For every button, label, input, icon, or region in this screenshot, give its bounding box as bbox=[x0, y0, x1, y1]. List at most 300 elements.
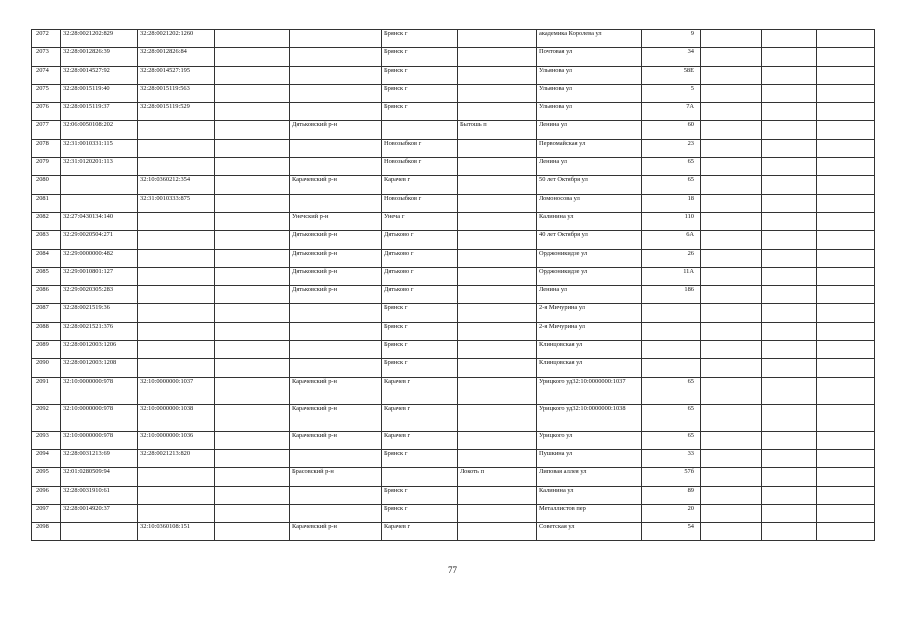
column-11 bbox=[762, 231, 817, 249]
column-12 bbox=[817, 66, 875, 84]
settlement bbox=[458, 377, 537, 404]
district bbox=[290, 449, 382, 467]
settlement bbox=[458, 486, 537, 504]
cadastral-number: 32:29:0000000:482 bbox=[61, 249, 138, 267]
settlement bbox=[458, 84, 537, 102]
table-row bbox=[32, 66, 875, 84]
column-10 bbox=[701, 431, 762, 449]
column-4 bbox=[215, 304, 290, 322]
street: 40 лет Октября ул bbox=[537, 231, 642, 249]
city: Карачев г bbox=[382, 523, 458, 541]
street: Пушкина ул bbox=[537, 449, 642, 467]
column-10 bbox=[701, 212, 762, 230]
street: 50 лет Октября ул bbox=[537, 176, 642, 194]
cadastral-number: 32:29:0010801:127 bbox=[61, 267, 138, 285]
row-number: 2073 bbox=[32, 48, 61, 66]
column-11 bbox=[762, 286, 817, 304]
cadastral-number-2: 32:28:0015119:563 bbox=[138, 84, 215, 102]
table-row bbox=[32, 486, 875, 504]
column-4 bbox=[215, 486, 290, 504]
street: Клинцовская ул bbox=[537, 341, 642, 359]
cadastral-number: 32:29:0020504:271 bbox=[61, 231, 138, 249]
street: Ульянова ул bbox=[537, 103, 642, 121]
house-number: 5 bbox=[642, 84, 701, 102]
column-4 bbox=[215, 176, 290, 194]
column-4 bbox=[215, 30, 290, 48]
cadastral-number: 32:31:0010331:115 bbox=[61, 139, 138, 157]
table-row bbox=[32, 359, 875, 377]
cadastral-number: 32:10:0000000:978 bbox=[61, 431, 138, 449]
house-number: 54 bbox=[642, 523, 701, 541]
column-12 bbox=[817, 286, 875, 304]
row-number: 2090 bbox=[32, 359, 61, 377]
table-row bbox=[32, 468, 875, 486]
column-12 bbox=[817, 84, 875, 102]
row-number: 2076 bbox=[32, 103, 61, 121]
cadastral-number: 32:28:0031910:61 bbox=[61, 486, 138, 504]
cadastral-number: 32:01:0280509:94 bbox=[61, 468, 138, 486]
house-number bbox=[642, 322, 701, 340]
street: Клинцовская ул bbox=[537, 359, 642, 377]
column-11 bbox=[762, 449, 817, 467]
column-4 bbox=[215, 504, 290, 522]
house-number: 33 bbox=[642, 449, 701, 467]
column-12 bbox=[817, 103, 875, 121]
column-10 bbox=[701, 249, 762, 267]
district bbox=[290, 359, 382, 377]
row-number: 2075 bbox=[32, 84, 61, 102]
street: 2-я Мичурина ул bbox=[537, 304, 642, 322]
city: Брянск г bbox=[382, 322, 458, 340]
row-number: 2098 bbox=[32, 523, 61, 541]
table-row bbox=[32, 449, 875, 467]
settlement bbox=[458, 404, 537, 431]
column-11 bbox=[762, 341, 817, 359]
cadastral-number-2: 32:10:0360108:151 bbox=[138, 523, 215, 541]
city: Новозыбков г bbox=[382, 194, 458, 212]
column-12 bbox=[817, 30, 875, 48]
cadastral-number: 32:29:0020305:283 bbox=[61, 286, 138, 304]
column-11 bbox=[762, 377, 817, 404]
column-11 bbox=[762, 504, 817, 522]
city: Унеча г bbox=[382, 212, 458, 230]
column-10 bbox=[701, 359, 762, 377]
row-number: 2087 bbox=[32, 304, 61, 322]
house-number: 89 bbox=[642, 486, 701, 504]
street: Ульянова ул bbox=[537, 66, 642, 84]
cadastral-number-2 bbox=[138, 121, 215, 139]
cadastral-number-2: 32:10:0000000:1037 bbox=[138, 377, 215, 404]
column-11 bbox=[762, 249, 817, 267]
settlement bbox=[458, 176, 537, 194]
house-number: 11А bbox=[642, 267, 701, 285]
column-12 bbox=[817, 267, 875, 285]
district: Брасовский р-н bbox=[290, 468, 382, 486]
cadastral-number: 32:28:0021519:36 bbox=[61, 304, 138, 322]
city: Карачев г bbox=[382, 404, 458, 431]
column-4 bbox=[215, 103, 290, 121]
row-number: 2097 bbox=[32, 504, 61, 522]
street: Урицкого уд32:10:0000000:1037 bbox=[537, 377, 642, 404]
street: 2-я Мичурина ул bbox=[537, 322, 642, 340]
street: Калинина ул bbox=[537, 486, 642, 504]
table-row bbox=[32, 121, 875, 139]
cadastral-number bbox=[61, 523, 138, 541]
settlement bbox=[458, 449, 537, 467]
cadastral-number-2 bbox=[138, 322, 215, 340]
column-10 bbox=[701, 341, 762, 359]
cadastral-number-2: 32:10:0000000:1036 bbox=[138, 431, 215, 449]
cadastral-number-2: 32:28:0012826:84 bbox=[138, 48, 215, 66]
cadastral-number-2 bbox=[138, 212, 215, 230]
house-number: 65 bbox=[642, 377, 701, 404]
row-number: 2088 bbox=[32, 322, 61, 340]
city: Карачев г bbox=[382, 431, 458, 449]
column-11 bbox=[762, 523, 817, 541]
district: Дятьковский р-н bbox=[290, 286, 382, 304]
house-number: 20 bbox=[642, 504, 701, 522]
column-11 bbox=[762, 66, 817, 84]
table-row bbox=[32, 341, 875, 359]
settlement bbox=[458, 341, 537, 359]
city: Брянск г bbox=[382, 504, 458, 522]
column-10 bbox=[701, 322, 762, 340]
column-4 bbox=[215, 449, 290, 467]
cadastral-number: 32:06:0050108:202 bbox=[61, 121, 138, 139]
street: Урицкого ул bbox=[537, 431, 642, 449]
column-4 bbox=[215, 359, 290, 377]
cadastral-number: 32:28:0021521:376 bbox=[61, 322, 138, 340]
house-number bbox=[642, 304, 701, 322]
district bbox=[290, 304, 382, 322]
street: Орджоникидзе ул bbox=[537, 267, 642, 285]
city: Карачев г bbox=[382, 377, 458, 404]
row-number: 2092 bbox=[32, 404, 61, 431]
row-number: 2094 bbox=[32, 449, 61, 467]
row-number: 2084 bbox=[32, 249, 61, 267]
row-number: 2079 bbox=[32, 158, 61, 176]
column-10 bbox=[701, 30, 762, 48]
column-11 bbox=[762, 359, 817, 377]
row-number: 2083 bbox=[32, 231, 61, 249]
district: Унечский р-н bbox=[290, 212, 382, 230]
cadastral-number-2 bbox=[138, 341, 215, 359]
table-row bbox=[32, 194, 875, 212]
city bbox=[382, 468, 458, 486]
city: Брянск г bbox=[382, 341, 458, 359]
settlement bbox=[458, 359, 537, 377]
table-row bbox=[32, 103, 875, 121]
house-number: 65 bbox=[642, 404, 701, 431]
house-number: 6А bbox=[642, 231, 701, 249]
column-10 bbox=[701, 486, 762, 504]
column-12 bbox=[817, 212, 875, 230]
table-row bbox=[32, 139, 875, 157]
district bbox=[290, 486, 382, 504]
settlement bbox=[458, 267, 537, 285]
column-10 bbox=[701, 304, 762, 322]
district bbox=[290, 103, 382, 121]
city: Брянск г bbox=[382, 304, 458, 322]
column-11 bbox=[762, 121, 817, 139]
house-number: 110 bbox=[642, 212, 701, 230]
district bbox=[290, 139, 382, 157]
column-11 bbox=[762, 194, 817, 212]
district: Карачевский р-н bbox=[290, 523, 382, 541]
settlement bbox=[458, 48, 537, 66]
cadastral-number bbox=[61, 194, 138, 212]
settlement bbox=[458, 194, 537, 212]
column-4 bbox=[215, 341, 290, 359]
street: Ломоносова ул bbox=[537, 194, 642, 212]
table-row bbox=[32, 158, 875, 176]
cadastral-number-2: 32:31:0010333:875 bbox=[138, 194, 215, 212]
row-number: 2078 bbox=[32, 139, 61, 157]
cadastral-number: 32:28:0012003:1206 bbox=[61, 341, 138, 359]
column-11 bbox=[762, 322, 817, 340]
house-number: 23 bbox=[642, 139, 701, 157]
settlement: Бытошь п bbox=[458, 121, 537, 139]
column-4 bbox=[215, 231, 290, 249]
column-11 bbox=[762, 267, 817, 285]
column-10 bbox=[701, 84, 762, 102]
column-11 bbox=[762, 304, 817, 322]
column-4 bbox=[215, 121, 290, 139]
street: академика Королева ул bbox=[537, 30, 642, 48]
column-12 bbox=[817, 377, 875, 404]
column-11 bbox=[762, 486, 817, 504]
city: Брянск г bbox=[382, 30, 458, 48]
house-number: 57б bbox=[642, 468, 701, 486]
column-4 bbox=[215, 66, 290, 84]
cadastral-number: 32:28:0031213:69 bbox=[61, 449, 138, 467]
table-row bbox=[32, 286, 875, 304]
row-number: 2072 bbox=[32, 30, 61, 48]
cadastral-number-2: 32:28:0015119:529 bbox=[138, 103, 215, 121]
cadastral-number-2: 32:28:0014527:195 bbox=[138, 66, 215, 84]
cadastral-number: 32:28:0015119:40 bbox=[61, 84, 138, 102]
column-12 bbox=[817, 194, 875, 212]
house-number bbox=[642, 341, 701, 359]
cadastral-number bbox=[61, 176, 138, 194]
district bbox=[290, 158, 382, 176]
column-4 bbox=[215, 212, 290, 230]
cadastral-number: 32:28:0014527:92 bbox=[61, 66, 138, 84]
column-10 bbox=[701, 194, 762, 212]
cadastral-number-2 bbox=[138, 304, 215, 322]
district: Дятьковский р-н bbox=[290, 249, 382, 267]
street: Орджоникидзе ул bbox=[537, 249, 642, 267]
cadastral-number: 32:31:0120201:113 bbox=[61, 158, 138, 176]
house-number: 65 bbox=[642, 176, 701, 194]
column-12 bbox=[817, 231, 875, 249]
district: Дятьковский р-н bbox=[290, 231, 382, 249]
table-row bbox=[32, 404, 875, 431]
table-row bbox=[32, 377, 875, 404]
settlement bbox=[458, 139, 537, 157]
cadastral-number-2 bbox=[138, 468, 215, 486]
column-11 bbox=[762, 103, 817, 121]
table-row bbox=[32, 48, 875, 66]
column-11 bbox=[762, 48, 817, 66]
cadastral-number-2: 32:28:0021213:820 bbox=[138, 449, 215, 467]
column-10 bbox=[701, 158, 762, 176]
table-row bbox=[32, 504, 875, 522]
street: Советская ул bbox=[537, 523, 642, 541]
city: Брянск г bbox=[382, 66, 458, 84]
column-12 bbox=[817, 449, 875, 467]
column-11 bbox=[762, 468, 817, 486]
column-12 bbox=[817, 468, 875, 486]
settlement bbox=[458, 249, 537, 267]
column-4 bbox=[215, 322, 290, 340]
district bbox=[290, 66, 382, 84]
column-12 bbox=[817, 158, 875, 176]
column-12 bbox=[817, 404, 875, 431]
column-4 bbox=[215, 267, 290, 285]
settlement bbox=[458, 431, 537, 449]
settlement bbox=[458, 103, 537, 121]
column-4 bbox=[215, 468, 290, 486]
column-12 bbox=[817, 304, 875, 322]
city: Брянск г bbox=[382, 486, 458, 504]
cadastral-number-2 bbox=[138, 158, 215, 176]
column-12 bbox=[817, 322, 875, 340]
settlement: Локоть п bbox=[458, 468, 537, 486]
cadastral-number-2: 32:28:0021202:1260 bbox=[138, 30, 215, 48]
cadastral-number: 32:10:0000000:978 bbox=[61, 404, 138, 431]
street: Ленина ул bbox=[537, 121, 642, 139]
settlement bbox=[458, 504, 537, 522]
city: Новозыбков г bbox=[382, 158, 458, 176]
cadastral-number: 32:28:0021202:829 bbox=[61, 30, 138, 48]
column-11 bbox=[762, 158, 817, 176]
street: Ульянова ул bbox=[537, 84, 642, 102]
house-number bbox=[642, 359, 701, 377]
column-10 bbox=[701, 139, 762, 157]
row-number: 2095 bbox=[32, 468, 61, 486]
column-4 bbox=[215, 139, 290, 157]
row-number: 2085 bbox=[32, 267, 61, 285]
cadastral-number-2 bbox=[138, 504, 215, 522]
column-11 bbox=[762, 30, 817, 48]
settlement bbox=[458, 158, 537, 176]
city: Новозыбков г bbox=[382, 139, 458, 157]
column-10 bbox=[701, 176, 762, 194]
cadastral-number-2 bbox=[138, 249, 215, 267]
street: Калинина ул bbox=[537, 212, 642, 230]
column-10 bbox=[701, 286, 762, 304]
house-number: 9 bbox=[642, 30, 701, 48]
house-number: 26 bbox=[642, 249, 701, 267]
settlement bbox=[458, 66, 537, 84]
property-register-table bbox=[31, 29, 875, 541]
district bbox=[290, 84, 382, 102]
column-12 bbox=[817, 359, 875, 377]
row-number: 2089 bbox=[32, 341, 61, 359]
district bbox=[290, 30, 382, 48]
column-4 bbox=[215, 377, 290, 404]
row-number: 2077 bbox=[32, 121, 61, 139]
house-number: 7А bbox=[642, 103, 701, 121]
table-row bbox=[32, 523, 875, 541]
street: Почтовая ул bbox=[537, 48, 642, 66]
column-4 bbox=[215, 431, 290, 449]
district: Карачевский р-н bbox=[290, 431, 382, 449]
column-4 bbox=[215, 523, 290, 541]
column-4 bbox=[215, 84, 290, 102]
cadastral-number: 32:10:0000000:978 bbox=[61, 377, 138, 404]
city: Брянск г bbox=[382, 449, 458, 467]
house-number: 60 bbox=[642, 121, 701, 139]
district bbox=[290, 194, 382, 212]
column-10 bbox=[701, 231, 762, 249]
street: Ленина ул bbox=[537, 158, 642, 176]
column-10 bbox=[701, 121, 762, 139]
district bbox=[290, 48, 382, 66]
column-12 bbox=[817, 249, 875, 267]
house-number: 58Е bbox=[642, 66, 701, 84]
column-12 bbox=[817, 431, 875, 449]
city: Дятьково г bbox=[382, 249, 458, 267]
column-4 bbox=[215, 249, 290, 267]
house-number: 186 bbox=[642, 286, 701, 304]
street: Урицкого уд32:10:0000000:1038 bbox=[537, 404, 642, 431]
table-row bbox=[32, 30, 875, 48]
district: Карачевский р-н bbox=[290, 377, 382, 404]
table-body bbox=[32, 30, 875, 541]
cadastral-number-2 bbox=[138, 267, 215, 285]
column-11 bbox=[762, 84, 817, 102]
column-4 bbox=[215, 194, 290, 212]
column-11 bbox=[762, 212, 817, 230]
table-row bbox=[32, 304, 875, 322]
column-12 bbox=[817, 341, 875, 359]
column-10 bbox=[701, 377, 762, 404]
table-row bbox=[32, 249, 875, 267]
settlement bbox=[458, 30, 537, 48]
district: Дятьковский р-н bbox=[290, 121, 382, 139]
column-10 bbox=[701, 404, 762, 431]
settlement bbox=[458, 231, 537, 249]
city: Брянск г bbox=[382, 359, 458, 377]
settlement bbox=[458, 523, 537, 541]
column-4 bbox=[215, 404, 290, 431]
cadastral-number: 32:28:0014920:37 bbox=[61, 504, 138, 522]
cadastral-number: 32:28:0012003:1208 bbox=[61, 359, 138, 377]
column-4 bbox=[215, 286, 290, 304]
house-number: 65 bbox=[642, 158, 701, 176]
row-number: 2074 bbox=[32, 66, 61, 84]
table-row bbox=[32, 267, 875, 285]
column-11 bbox=[762, 431, 817, 449]
table-row bbox=[32, 431, 875, 449]
settlement bbox=[458, 322, 537, 340]
column-10 bbox=[701, 523, 762, 541]
city: Брянск г bbox=[382, 48, 458, 66]
column-4 bbox=[215, 48, 290, 66]
column-4 bbox=[215, 158, 290, 176]
cadastral-number-2: 32:10:0360212:354 bbox=[138, 176, 215, 194]
house-number: 34 bbox=[642, 48, 701, 66]
column-10 bbox=[701, 449, 762, 467]
city bbox=[382, 121, 458, 139]
cadastral-number-2 bbox=[138, 139, 215, 157]
column-10 bbox=[701, 468, 762, 486]
street: Металлистов пер bbox=[537, 504, 642, 522]
row-number: 2093 bbox=[32, 431, 61, 449]
row-number: 2096 bbox=[32, 486, 61, 504]
